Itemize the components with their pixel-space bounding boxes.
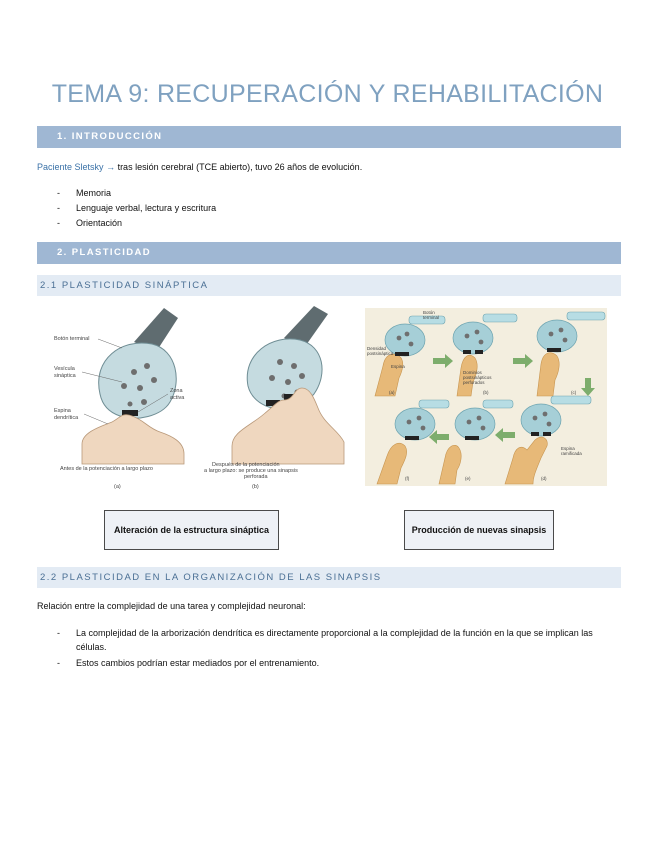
caption-b-line1: Después de la potenciación (212, 462, 280, 468)
panel-label-e: (e) (465, 476, 471, 481)
label-sinaptica: sináptica (54, 373, 76, 379)
label-espina-ram: Espina (561, 446, 575, 451)
label-ramificada: ramificada (561, 451, 582, 456)
section-heading-plasticidad: 2. PLASTICIDAD (37, 242, 621, 264)
subsection-heading-plasticidad-sinaptica: 2.1 PLASTICIDAD SINÁPTICA (37, 275, 621, 296)
panel-label-d: (d) (541, 476, 547, 481)
label-espina-r: Espina (391, 364, 405, 369)
list-item: - Orientación (57, 216, 216, 231)
label-terminal: terminal (423, 315, 440, 320)
label-postsinapticos: postsinápticos (463, 375, 492, 380)
caption-b-line2: a largo plazo: se produce una sinapsis (204, 468, 298, 474)
arrow-icon: → (106, 162, 116, 172)
panel-label-b: (b) (252, 484, 259, 490)
section-heading-introduccion: 1. INTRODUCCIÓN (37, 126, 621, 148)
dash-bullet: - (57, 188, 60, 198)
patient-name: Paciente Sletsky (37, 162, 104, 172)
list-item: - Memoria (57, 186, 216, 201)
label-activa: activa (170, 395, 185, 401)
caption-box-alteracion: Alteración de la estructura sináptica (104, 510, 279, 550)
label-vesicula: Vesícula (54, 366, 75, 372)
label-espina: Espina (54, 408, 71, 414)
label-perforados: perforados (463, 380, 485, 385)
dash-bullet: - (57, 658, 60, 668)
patient-text: tras lesión cerebral (TCE abierto), tuvo 26 años de evolución. (115, 162, 363, 172)
organization-intro: Relación entre la complejidad de una tarea y complejidad neuronal: (37, 601, 306, 611)
list-item: - Lenguaje verbal, lectura y escritura (57, 201, 216, 216)
subsection-heading-organizacion-sinapsis: 2.2 PLASTICIDAD EN LA ORGANIZACIÓN DE LAS SINAPSIS (37, 567, 621, 588)
organization-list (57, 626, 617, 672)
panel-label-a: (a) (389, 390, 395, 395)
panel-label-b: (b) (483, 390, 489, 395)
list-item: - Estos cambios podrían estar mediados por el entrenamiento. (57, 658, 320, 668)
page-title: TEMA 9: RECUPERACIÓN Y REHABILITACIÓN (51, 80, 604, 108)
panel-label-f: (f) (405, 476, 410, 481)
synapse-potentiation-figure (52, 304, 352, 500)
label-dominios: Dominios (463, 370, 482, 375)
label-zona: Zona (170, 388, 183, 394)
intro-list (57, 186, 216, 231)
label-boton: Botón (423, 310, 435, 315)
caption-a: Antes de la potenciación a largo plazo (60, 466, 153, 472)
caption-b-line3: perforada (244, 474, 268, 480)
dash-bullet: - (57, 203, 60, 213)
panel-label-c: (c) (571, 390, 577, 395)
list-item: - La complejidad de la arborización dendrítica es directamente proporcional a la complejidad de la función en la que se implican las células. (57, 628, 593, 652)
new-synapses-figure (365, 308, 607, 486)
panel-label-a: (a) (114, 484, 121, 490)
label-boton-terminal: Botón terminal (54, 336, 90, 342)
dash-bullet: - (57, 628, 60, 638)
label-postsinaptica: postsináptica (367, 351, 394, 356)
label-dendritica: dendrítica (54, 415, 79, 421)
patient-paragraph (37, 162, 362, 172)
caption-box-produccion: Producción de nuevas sinapsis (404, 510, 554, 550)
label-densidad: Densidad (367, 346, 387, 351)
dash-bullet: - (57, 218, 60, 228)
